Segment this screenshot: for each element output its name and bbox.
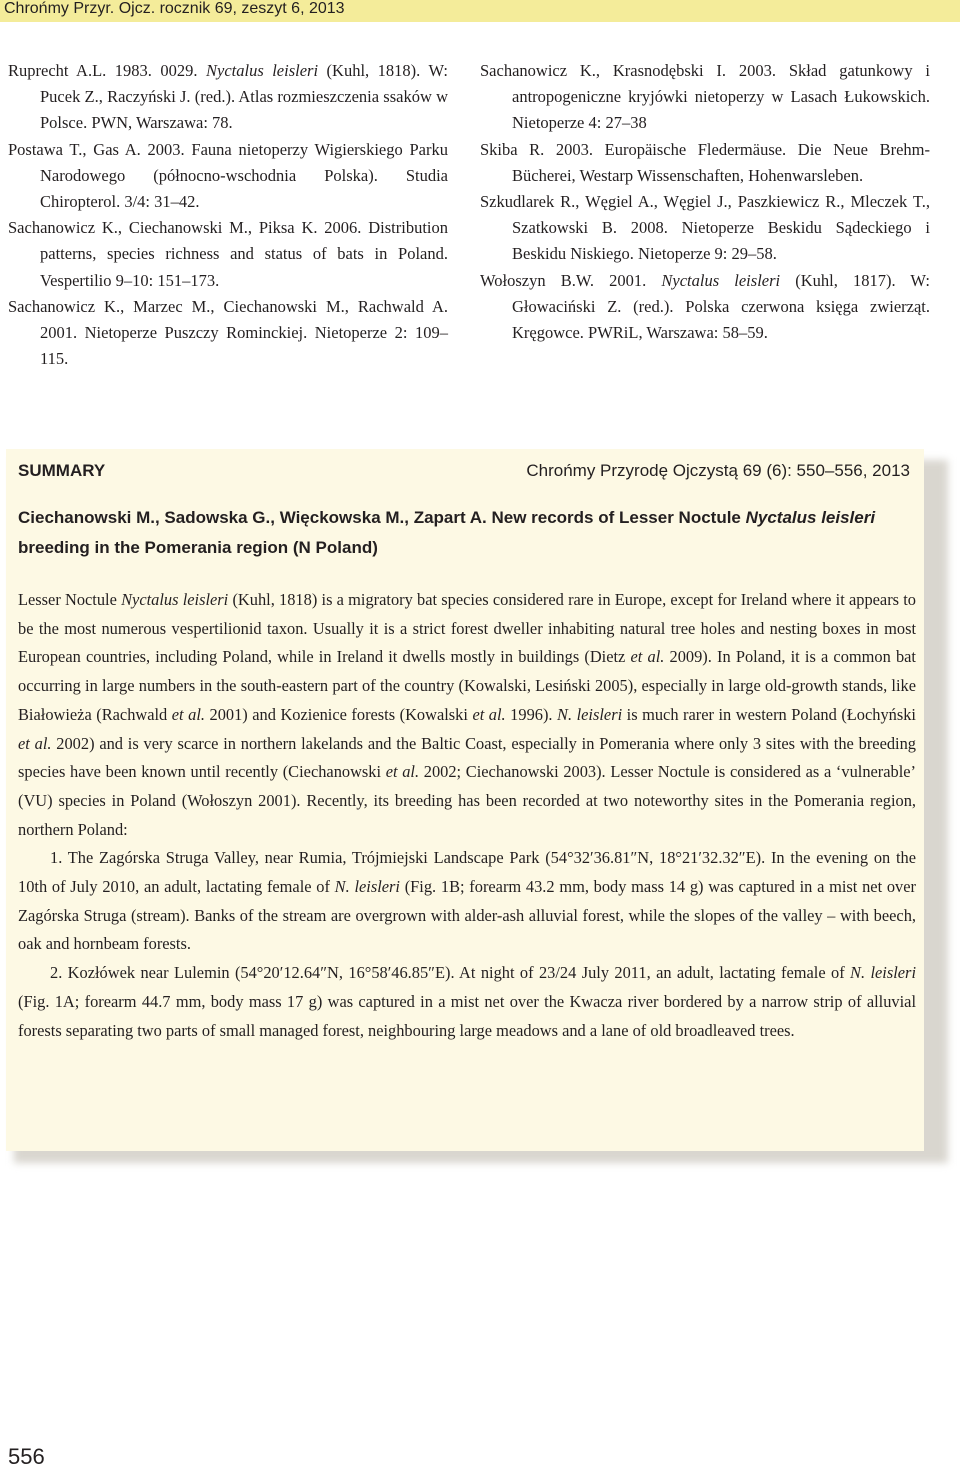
text-run: Lesser Noctule — [18, 590, 122, 609]
reference-entry: Szkudlarek R., Węgiel A., Węgiel J., Paszkiewicz R., Mleczek T., Szatkowski B. 2008. Nietoperze Beskidu Sądeckiego i Beskidu Niskiego. Nietoperze 9: 29–58. — [480, 192, 930, 264]
reference-entry: Wołoszyn B.W. 2001. Nyctalus leisleri (Kuhl, 1817). W: Głowaciński Z. (red.). Polska czerwona księga zwierząt. Kręgowce. PWRiL, Warszawa: 58–59. — [480, 270, 930, 343]
text-run: 2002; Ciechanowski 2003). Lesser Noctule is considered as a ‘vulnerable’ (VU) species in Poland (Wołoszyn 2001). Recently, its breeding has been recorded at two noteworthy sites in the Pomerania region, northern Poland: — [18, 762, 917, 839]
summary-box — [6, 449, 924, 1151]
italic-run: et al. — [472, 704, 506, 724]
text-run: 2009). In Poland, it is a common bat occurring in large numbers in the south-eastern part of the country (Kowalski, Lesiński 2005), especially in large old-growth stands, like Białowieża (Rachwald — [18, 647, 916, 724]
text-run: (Fig. 1A; forearm 44.7 mm, body mass 17 g) was captured in a mist net over the Kwacza river bordered by a narrow strip of alluvial forests separating two parts of small managed forest, neighbouring large meadows and a lane of old broadleaved trees. — [18, 991, 916, 1040]
summary-paragraph — [18, 844, 916, 959]
summary-label: SUMMARY — [18, 461, 106, 480]
reference-entry: Sachanowicz K., Marzec M., Ciechanowski M., Rachwald A. 2001. Nietoperze Puszczy Rominckiej. Nietoperze 2: 109–115. — [8, 296, 448, 369]
text-run: 2002) and is very scarce in northern lakelands and the Baltic Coast, especially in Pomerania where only 3 sites with the breeding species have been known until recently (Ciechanowski — [18, 733, 916, 782]
summary-citation: Chrońmy Przyrodę Ojczystą 69 (6): 550–556, 2013 — [526, 461, 910, 480]
summary-body — [18, 586, 916, 1045]
references-left-column — [8, 58, 448, 372]
text-run: is much rarer in western Poland (Łochyński — [622, 704, 916, 724]
italic-run: et al. — [385, 762, 420, 782]
text-run: 1996). — [505, 704, 558, 724]
summary-title: Ciechanowski M., Sadowska G., Więckowska M., Zapart A. New records of Lesser Noctule Nyctalus leisleri breeding in the Pomerania region (N Poland) — [18, 508, 876, 557]
italic-run: et al. — [630, 647, 665, 667]
text-run: (Kuhl, 1818) is a migratory bat species considered rare in Europe, except for Ireland where it appears to be the most numerous vespertilionid taxon. Usually it is a strict forest dweller inhabiting natural tree holes and nesting boxes in most European countries, including Poland, while in Ireland it dwells mostly in buildings (Dietz — [18, 590, 917, 667]
reference-entry: Ruprecht A.L. 1983. 0029. Nyctalus leisleri (Kuhl, 1818). W: Pucek Z., Raczyński J. (red.). Atlas rozmieszczenia ssaków w Polsce. PWN, Warszawa: 78. — [8, 61, 448, 133]
summary-paragraph — [18, 959, 916, 1045]
references-right-column — [480, 58, 930, 346]
reference-entry: Skiba R. 2003. Europäische Fledermäuse. Die Neue Brehm-Bücherei, Westarp Wissenschaften, Hohenwarsleben. — [480, 139, 930, 185]
text-run: 2001) and Kozienice forests (Kowalski — [204, 704, 473, 724]
text-run: (Fig. 1B; forearm 43.2 mm, body mass 14 g) was captured in a mist net over Zagórska Struga (stream). Banks of the stream are overgrown with alder-ash alluvial forest, while the slopes of the valley – with beech, oak and hornbeam forests. — [18, 877, 916, 954]
text-run: 2. Kozłówek near Lulemin (54°20′12.64″N, 16°58′46.85″E). At night of 23/24 July 2011, an adult, lactating female of — [50, 963, 851, 983]
reference-entry: Postawa T., Gas A. 2003. Fauna nietoperzy Wigierskiego Parku Narodowego (północno-wschodnia Polska). Studia Chiropterol. 3/4: 31–42. — [8, 139, 448, 212]
page-number: 556 — [8, 1444, 45, 1469]
text-run: 1. The Zagórska Struga Valley, near Rumia, Trójmiejski Landscape Park (54°32′36.81″N, 18°21′32.32″E). In the evening on the 10th of July 2010, an adult, lactating female of — [18, 848, 916, 897]
journal-header-text: Chrońmy Przyr. Ojcz. rocznik 69, zeszyt 6, 2013 — [4, 0, 345, 17]
italic-run: Nyctalus leisleri — [121, 590, 229, 609]
summary-header — [18, 461, 910, 485]
summary-paragraph — [18, 586, 916, 844]
italic-run: et al. — [18, 733, 52, 753]
reference-entry: Sachanowicz K., Krasnodębski I. 2003. Skład gatunkowy i antropogeniczne kryjówki nietoperzy w Lasach Łukowskich. Nietoperze 4: 27–38 — [480, 61, 930, 133]
italic-run: N. leisleri — [850, 963, 916, 983]
italic-run: N. leisleri — [334, 877, 400, 897]
italic-run: N. leisleri — [557, 704, 623, 724]
running-header — [0, 0, 960, 22]
reference-entry: Sachanowicz K., Ciechanowski M., Piksa K. 2006. Distribution patterns, species richness and status of bats in Poland. Vespertilio 9–10: 151–173. — [8, 218, 448, 290]
italic-run: et al. — [171, 704, 205, 724]
